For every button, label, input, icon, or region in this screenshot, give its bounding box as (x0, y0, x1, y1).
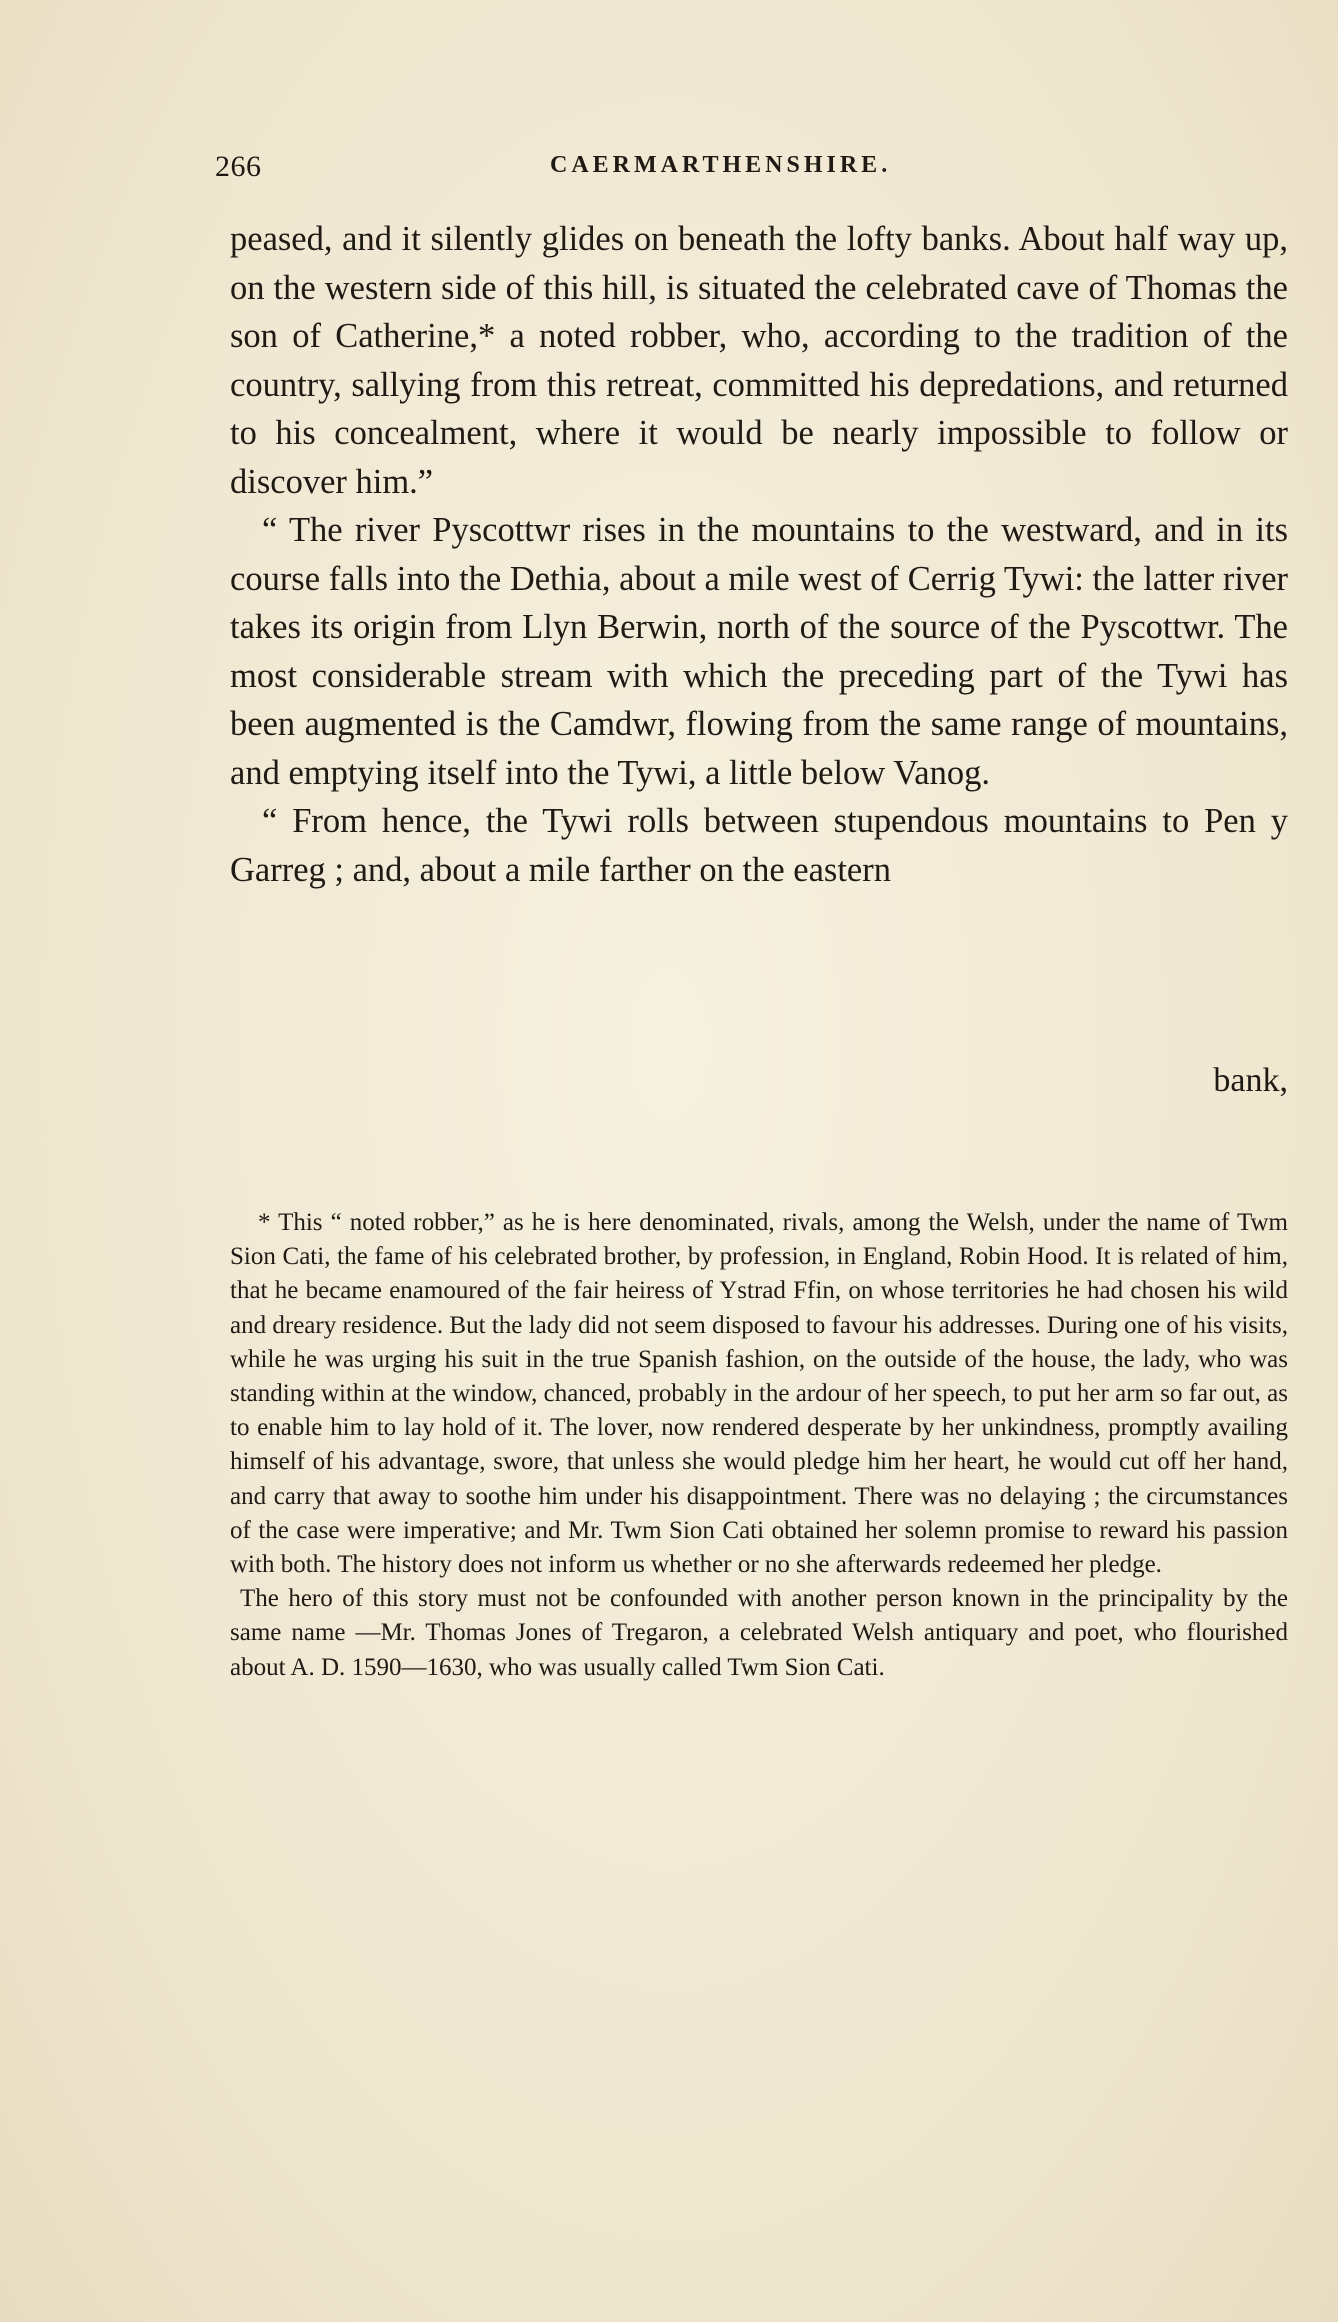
footnote-2: The hero of this story must not be confounded with another person known in the principality by the same name —Mr. Thomas Jones of Tregaron, a celebrated Welsh antiquary and poet, who flourished about A. D. 1590—1630, who was usually called Twm Sion Cati. (230, 1585, 1288, 1681)
main-paragraph-3: “ From hence, the Tywi rolls between stupendous mountains to Pen y Garreg ; and, about a mile farther on the eastern (230, 802, 1288, 889)
page-number: 266 (215, 150, 262, 183)
main-paragraph-1: peased, and it silently glides on beneath the lofty banks. About half way up, on the western side of this hill, is situated the celebrated cave of Thomas the son of Catherine,* a noted robber, who, according to the tradition of the country, sallying from this retreat, committed his depredations, and returned to his concealment, where it would be nearly impossible to follow or discover him.” (230, 220, 1288, 501)
running-head (215, 150, 1295, 190)
running-title: CAERMARTHENSHIRE. (550, 152, 892, 178)
main-paragraph-2: “ The river Pyscottwr rises in the mountains to the westward, and in its course falls into the Dethia, about a mile west of Cerrig Tywi: the latter river takes its origin from Llyn Berwin, north of the source of the Pyscottwr. The most considerable stream with which the preceding part of the Tywi has been augmented is the Camdwr, flowing from the same range of mountains, and emptying itself into the Tywi, a little below Vanog. (230, 511, 1288, 792)
main-text (230, 215, 1288, 894)
footnote-1: * This “ noted robber,” as he is here denominated, rivals, among the Welsh, under the name of Twm Sion Cati, the fame of his celebrated brother, by profession, in England, Robin Hood. It is related of him, that he became enamoured of the fair heiress of Ystrad Ffin, on whose territories he had chosen his wild and dreary residence. But the lady did not seem disposed to favour his addresses. During one of his visits, while he was urging his suit in the true Spanish fashion, on the outside of the house, the lady, who was standing within at the window, chanced, probably in the ardour of her speech, to put her arm so far out, as to enable him to lay hold of it. The lover, now rendered desperate by her unkindness, promptly availing himself of his advantage, swore, that unless she would pledge him her heart, he would cut off her hand, and carry that away to soothe him under his disappointment. There was no delaying ; the circumstances of the case were imperative; and Mr. Twm Sion Cati obtained her solemn promise to reward his passion with both. The history does not inform us whether or no she afterwards redeemed her pledge. (230, 1209, 1288, 1579)
catch-word: bank, (1213, 1062, 1288, 1099)
footnotes (230, 1206, 1288, 1685)
